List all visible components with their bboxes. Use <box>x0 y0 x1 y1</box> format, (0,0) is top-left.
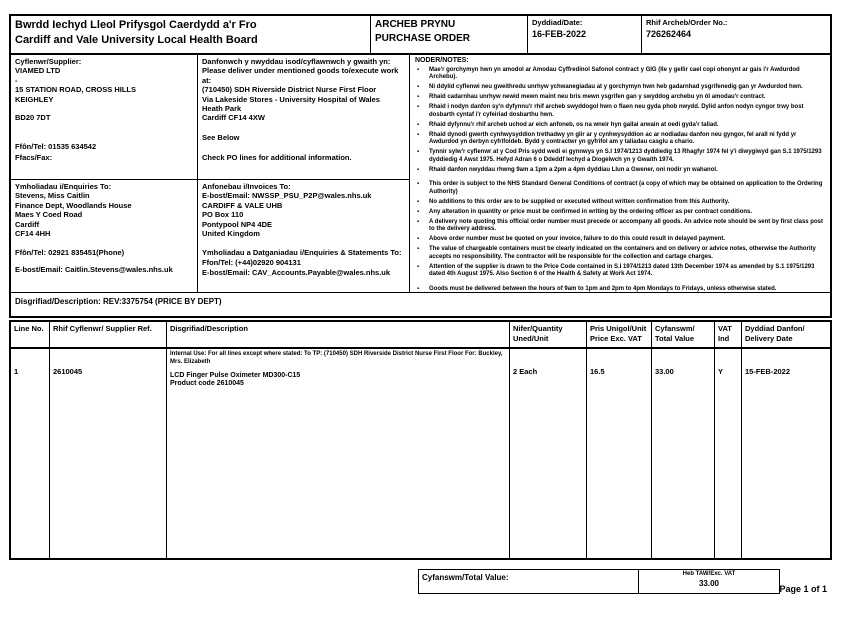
po-header-row <box>11 16 830 55</box>
table-header-row <box>11 322 830 349</box>
spacer <box>15 238 193 248</box>
enquiries-email: E-bost/Email: Caitlin.Stevens@wales.nhs.uk <box>15 264 173 274</box>
internal-use-note: Internal Use: For all lines except where stated: To TP: (710450) SDH Riverside District Nurse First Floor For: Buckley, Mrs. Elizabeth <box>170 351 503 365</box>
see-below-note: See Below <box>202 132 240 142</box>
note-item: ▪ Rhaid i nodyn danfon sy'n dyfynnu'r rhif archeb swyddogol hwn o flaen neu gyda phob nwydd. Dylid anfon nodyn cyngor trwy bost dosbarth cyntaf i'r cyfeiriad dosbarthu hwn. <box>415 104 825 119</box>
order-number-value: 726262464 <box>646 29 692 39</box>
note-item: ▪ Rhaid cadarnhau unrhyw newid mewn maint neu bris mewn ysgrifen gan y swyddog archebu yn ôl amodau'r contract. <box>415 94 825 102</box>
totals-box <box>418 569 780 594</box>
address-line: Stevens, Miss Caitlin <box>15 191 90 201</box>
description-bar: Disgrifiad/Description: REV:3375754 (PRICE BY DEPT) <box>11 292 830 316</box>
doc-title-english: PURCHASE ORDER <box>375 33 471 44</box>
address-line: CARDIFF & VALE UHB <box>202 200 283 210</box>
cell-vat-ind: Y <box>715 349 742 558</box>
supplier-phone: Ffôn/Tel: 01535 634542 <box>15 142 97 152</box>
order-date-cell <box>528 16 642 53</box>
address-line: (710450) SDH Riverside District Nurse First Floor <box>202 85 377 95</box>
spacer <box>15 132 193 142</box>
address-line: Maes Y Coed Road <box>15 210 83 220</box>
po-body-row <box>11 55 830 292</box>
cell-unit-price: 16.5 <box>587 349 652 558</box>
spacer <box>202 238 405 248</box>
note-item: ▪ Goods must be delivered between the hours of 9am to 1pm and 2pm to 4pm Mondays to Fridays, unless otherwise stated. <box>415 286 825 293</box>
spacer <box>202 123 405 133</box>
order-number-label: Rhif Archeb/Order No.: <box>646 18 728 27</box>
supplier-label: Cyflenwr/Supplier: <box>15 57 82 66</box>
statements-phone: Ffon/Tel: (+44)02920 904131 <box>202 257 301 267</box>
note-item: ▪ Ni ddylid cyflenwi neu gweithredu unrhyw ychwanegiadau at y gorchymyn hwn heb gadarnhad ysgrifenedig gan yr Awdurdod hwn. <box>415 84 825 92</box>
doc-title <box>371 16 528 53</box>
totals-amount: 33.00 <box>698 579 720 588</box>
doc-title-welsh: ARCHEB PRYNU <box>375 19 456 30</box>
address-line: - <box>15 75 18 85</box>
note-item: ▪ Mae'r gorchymyn hwn yn amodol ar Amodau Cyffredinol Safonol contract y GIG (lle y gellir cael copi ohonynt ar gais i'r Awdurdod Archebu). <box>415 67 825 82</box>
note-item: ▪ Rhaid dynodi gwerth cynhwysyddion trethadwy yn glir ar y cynhwysyddion ac ar nodiadau danfon neu gyngor, fel arall ni fydd yr Awdurdod yn derbyn cyfrifoldeb. Bydd y contractwr yn gyfrifol am y taliadau casglu a chario. <box>415 132 825 147</box>
col-header-unit-price: Pris Unigol/Unit Price Exc. VAT <box>587 322 652 347</box>
note-item: ▪ Rhaid danfon nwyddau rhwng 9am a 1pm a 2pm a 4pm dyddiau Llun a Gwener, oni nodir yn wahanol. <box>415 167 825 175</box>
note-item: ▪ Tynnir sylw'r cyflenwr at y Cod Pris sydd wedi ei gynnwys yn S.I 1974/1213 dyddiedig 13 Rhagfyr 1974 fel y'i diwygiwyd gan S.1 1975/1293 dyddiedig 4 Awst 1975. Hefyd Adran 6 o Ddeddf Iechyd a Diogelwch yn y Gwaith 1974. <box>415 149 825 164</box>
note-item: ▪ Any alteration in quantity or price must be confirmed in writing by the ordering officer as per contract conditions. <box>415 209 825 217</box>
spacer <box>15 122 193 132</box>
cell-supplier-ref: 2610045 <box>50 349 167 558</box>
note-item: ▪ No additions to this order are to be supplied or executed without written confirmation from this Authority. <box>415 199 825 207</box>
cell-delivery-date: 15-FEB-2022 <box>745 367 791 376</box>
deliver-to-section <box>198 55 409 180</box>
table-row <box>11 349 830 558</box>
notes-label: NODER/NOTES: <box>415 57 469 64</box>
address-line: Cardiff <box>15 219 40 229</box>
address-line: 15 STATION ROAD, CROSS HILLS <box>15 85 136 95</box>
address-line: KEIGHLEY <box>15 94 54 104</box>
cell-description <box>167 349 510 558</box>
col-header-supplier-ref: Rhif Cyflenwr/ Supplier Ref. <box>50 322 167 347</box>
address-line: Cardiff CF14 4XW <box>202 113 265 123</box>
address-line: CF14 4HH <box>15 228 51 238</box>
address-line: VIAMED LTD <box>15 66 61 76</box>
spacer <box>202 143 405 153</box>
deliver-to-label: Danfonwch y nwyddau isod/cyflawnwch y gwaith yn: Please deliver under mentioned goods to/execute work at: <box>202 57 399 85</box>
enquiries-section <box>11 180 197 292</box>
address-line: Pontypool NP4 4DE <box>202 219 273 229</box>
enquiries-label: Ymholiadau i/Enquiries To: <box>15 182 112 191</box>
note-item: ▪ A delivery note quoting this official order number must precede or accompany all goods. An advice note should be sent by first class post to the delivery address. <box>415 219 825 234</box>
totals-value-cell <box>639 570 779 593</box>
item-description: LCD Finger Pulse Oximeter MD300-C15 <box>170 371 301 379</box>
org-title-english: Cardiff and Vale University Local Health Board <box>15 33 258 46</box>
order-number-cell <box>642 16 830 53</box>
line-items-table <box>9 320 832 560</box>
enquiries-phone: Ffôn/Tel: 02921 835451(Phone) <box>15 248 125 258</box>
invoices-label: Anfonebau i/Invoices To: <box>202 182 291 191</box>
address-line: Via Lakeside Stores - University Hospital of Wales <box>202 94 380 104</box>
col-header-description: Disgrifiad/Description <box>167 322 510 347</box>
note-item: ▪ This order is subject to the NHS Standard General Conditions of contract (a copy of which may be obtained on application to the Ordering Authority) <box>415 181 825 196</box>
cell-line-no: 1 <box>11 349 50 558</box>
col-header-delivery-date: Dyddiad Danfon/ Delivery Date <box>745 324 805 343</box>
page-number: Page 1 of 1 <box>779 584 827 594</box>
po-header-block <box>9 14 832 318</box>
statements-email: E-bost/Email: CAV_Accounts.Payable@wales.nhs.uk <box>202 268 391 278</box>
col-header-quantity: Nifer/Quantity Uned/Unit <box>510 322 587 347</box>
note-item: ▪ Rhaid dyfynnu'r rhif archeb uchod ar eich anfoneb, os na wneir hyn gallai arwain at oedi gyda'r taliad. <box>415 122 825 130</box>
address-line: PO Box 110 <box>202 210 244 220</box>
totals-vat-label: Heb TAW/Exc. VAT <box>682 571 736 577</box>
note-item: ▪ Above order number must be quoted on your invoice, failure to do this could result in delayed payment. <box>415 236 825 244</box>
note-item: ▪ Attention of the supplier is drawn to the Price Code contained in S.I 1974/1213 dated 13th December 1974 as amended by S.1 1975/1293 dated 4th August 1975. Also Section 6 of the Health & Safety at Work Act 1974. <box>415 264 825 279</box>
supplier-fax: Ffacs/Fax: <box>15 152 53 162</box>
middle-column <box>198 55 410 292</box>
invoices-section <box>198 180 409 292</box>
notes-section <box>410 55 830 292</box>
item-product-code: Product code 2610045 <box>170 379 244 387</box>
col-header-line-no: Line No. <box>11 322 50 347</box>
supplier-section <box>11 55 197 180</box>
cell-quantity: 2 Each <box>510 349 587 558</box>
org-title-welsh: Bwrdd Iechyd Lleol Prifysgol Caerdydd a'r Fro <box>15 19 257 31</box>
order-date-label: Dyddiad/Date: <box>532 18 583 27</box>
cell-total-value: 33.00 <box>652 349 715 558</box>
col-header-vat: VAT Ind <box>715 322 742 347</box>
totals-label: Cyfanswm/Total Value: <box>419 570 639 593</box>
address-line: E-bost/Email: NWSSP_PSU_P2P@wales.nhs.uk <box>202 191 372 201</box>
col-header-total-value: Cyfanswm/ Total Value <box>652 322 715 347</box>
org-title <box>11 16 371 53</box>
address-line: BD20 7DT <box>15 112 51 122</box>
left-column <box>11 55 198 292</box>
check-po-note: Check PO lines for additional information. <box>202 153 352 163</box>
statements-label: Ymholiadau a Datganiadau i/Enquiries & Statements To: <box>202 248 402 258</box>
address-line: United Kingdom <box>202 228 260 238</box>
note-item: ▪ The value of chargeable containers must be clearly indicated on the containers and on delivery or advice notes, otherwise the Authority accepts no responsibility. The contractor will be responsible for the collection and cartage charges. <box>415 246 825 261</box>
address-line: Heath Park <box>202 103 242 113</box>
address-line <box>15 104 193 113</box>
order-date-value: 16-FEB-2022 <box>532 29 587 39</box>
address-line: Finance Dept, Woodlands House <box>15 200 132 210</box>
